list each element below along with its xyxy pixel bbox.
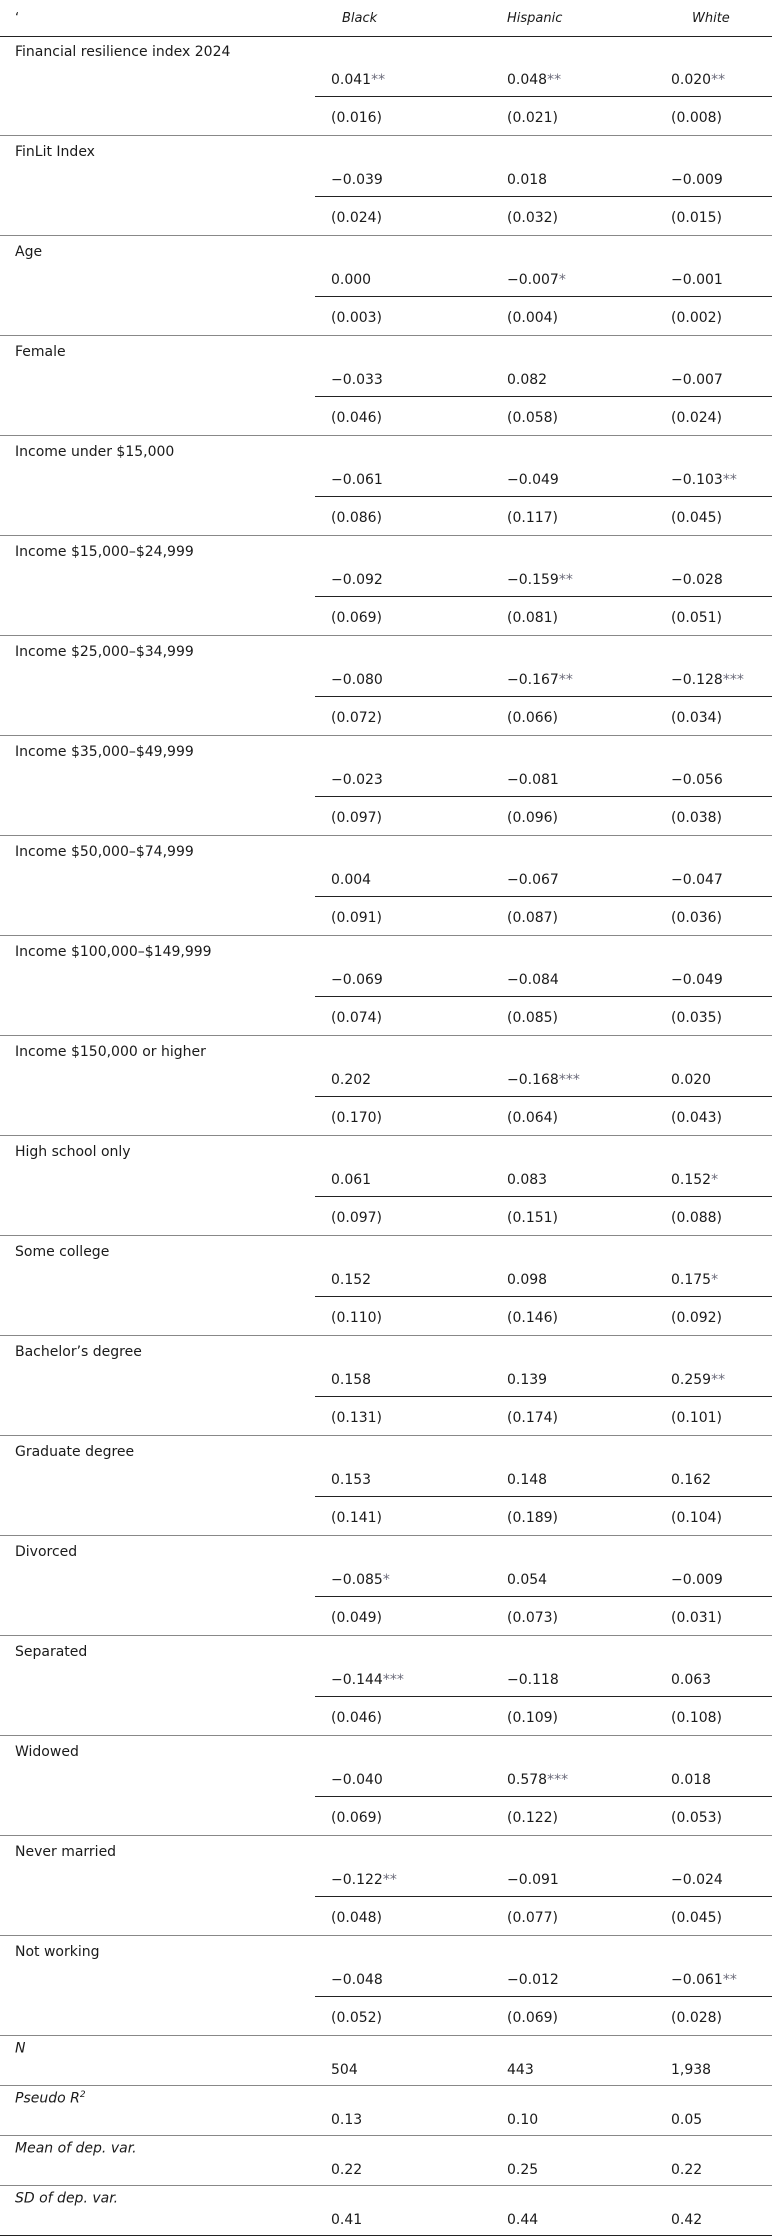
- coef-cell: [331, 872, 371, 888]
- se-value: (0.024): [671, 410, 723, 426]
- coef-value: 0.020: [671, 72, 712, 88]
- se-value: (0.097): [331, 810, 383, 826]
- row-divider: [315, 96, 772, 97]
- table-row: [0, 1936, 772, 2036]
- coef-cell: [331, 672, 383, 688]
- coef-value: 0.202: [331, 1072, 372, 1088]
- coef-value: −0.009: [671, 172, 723, 188]
- significance-stars: **: [711, 72, 726, 88]
- row-divider: [315, 1196, 772, 1197]
- coef-cell: [507, 872, 559, 888]
- se-value: (0.069): [331, 1810, 383, 1826]
- stat-label-text: Pseudo R: [15, 2090, 80, 2107]
- coef-cell: [507, 1472, 547, 1488]
- coef-cell: [331, 1072, 371, 1088]
- coef-cell: [331, 372, 383, 388]
- significance-stars: ***: [558, 1072, 580, 1088]
- coef-value: −0.009: [671, 1572, 723, 1588]
- coef-value: −0.092: [331, 572, 383, 588]
- coef-cell: [671, 1772, 711, 1788]
- coef-cell: [507, 672, 573, 688]
- coef-cell: [331, 472, 383, 488]
- coef-value: 0.578: [507, 1772, 548, 1788]
- se-value: (0.104): [671, 1510, 723, 1526]
- coef-value: −0.118: [507, 1672, 559, 1688]
- coef-value: −0.001: [671, 272, 723, 288]
- se-value: (0.064): [507, 1110, 559, 1126]
- coef-cell: [331, 1872, 397, 1888]
- se-value: (0.051): [671, 610, 723, 626]
- se-value: (0.174): [507, 1410, 559, 1426]
- coef-cell: [507, 372, 547, 388]
- stat-value: 0.10: [507, 2112, 539, 2128]
- row-label: Separated: [15, 1644, 88, 1660]
- coef-value: 0.061: [331, 1172, 372, 1188]
- coef-value: 0.259: [671, 1372, 712, 1388]
- significance-stars: **: [711, 1372, 726, 1388]
- coef-cell: [507, 972, 559, 988]
- significance-stars: *: [558, 272, 566, 288]
- significance-stars: *: [382, 1572, 390, 1588]
- se-value: (0.066): [507, 710, 559, 726]
- coef-cell: [671, 872, 723, 888]
- se-value: (0.069): [507, 2010, 559, 2026]
- row-divider: [315, 1596, 772, 1597]
- significance-stars: **: [371, 72, 386, 88]
- coef-value: −0.084: [507, 972, 559, 988]
- stat-value: 0.42: [671, 2212, 703, 2228]
- table-row: [0, 36, 772, 136]
- row-label: Income $15,000–$24,999: [15, 544, 194, 560]
- se-value: (0.087): [507, 910, 559, 926]
- stat-value: 0.05: [671, 2112, 703, 2128]
- row-label: Income $100,000–$149,999: [15, 944, 212, 960]
- significance-stars: **: [722, 472, 737, 488]
- coef-cell: [671, 1972, 737, 1988]
- se-value: (0.008): [671, 110, 723, 126]
- coef-cell: [331, 272, 371, 288]
- coef-cell: [671, 1472, 711, 1488]
- coef-value: −0.103: [671, 472, 723, 488]
- coef-value: −0.167: [507, 672, 559, 688]
- se-value: (0.117): [507, 510, 559, 526]
- row-divider: [315, 1696, 772, 1697]
- row-label: Income under $15,000: [15, 444, 175, 460]
- se-value: (0.048): [331, 1910, 383, 1926]
- coef-cell: [331, 1672, 404, 1688]
- coef-value: −0.091: [507, 1872, 559, 1888]
- row-label: High school only: [15, 1144, 131, 1160]
- significance-stars: ***: [547, 1772, 569, 1788]
- coef-cell: [331, 572, 383, 588]
- coef-value: −0.067: [507, 872, 559, 888]
- coef-value: 0.054: [507, 1572, 548, 1588]
- coef-cell: [507, 572, 573, 588]
- se-value: (0.045): [671, 1910, 723, 1926]
- table-row: [0, 136, 772, 236]
- coef-cell: [671, 1272, 718, 1288]
- stat-value: 0.41: [331, 2212, 363, 2228]
- se-value: (0.189): [507, 1510, 559, 1526]
- stat-label: [15, 2190, 118, 2207]
- table-row: [0, 1036, 772, 1136]
- coef-cell: [507, 1272, 547, 1288]
- se-value: (0.058): [507, 410, 559, 426]
- se-value: (0.015): [671, 210, 723, 226]
- coef-value: 0.048: [507, 72, 548, 88]
- se-value: (0.049): [331, 1610, 383, 1626]
- table-row: [0, 1236, 772, 1336]
- row-divider: [315, 396, 772, 397]
- coef-value: 0.152: [331, 1272, 372, 1288]
- row-label: Graduate degree: [15, 1444, 135, 1460]
- row-label: Age: [15, 244, 43, 260]
- coef-cell: [331, 172, 383, 188]
- row-label: Female: [15, 344, 66, 360]
- table-row: [0, 1136, 772, 1236]
- coef-value: −0.128: [671, 672, 723, 688]
- coef-cell: [507, 272, 566, 288]
- coef-cell: [671, 972, 723, 988]
- row-divider: [315, 296, 772, 297]
- coef-cell: [331, 1972, 383, 1988]
- table-row: [0, 736, 772, 836]
- coef-value: 0.020: [671, 1072, 712, 1088]
- coef-cell: [671, 172, 723, 188]
- se-value: (0.131): [331, 1410, 383, 1426]
- coef-cell: [507, 1872, 559, 1888]
- se-value: (0.003): [331, 310, 383, 326]
- coef-cell: [331, 72, 385, 88]
- stat-value: 0.44: [507, 2212, 539, 2228]
- se-value: (0.038): [671, 810, 723, 826]
- table-row: [0, 436, 772, 536]
- se-value: (0.088): [671, 1210, 723, 1226]
- stat-value: 443: [507, 2062, 534, 2078]
- coef-cell: [671, 1872, 723, 1888]
- se-value: (0.108): [671, 1710, 723, 1726]
- coef-cell: [331, 1272, 371, 1288]
- coef-cell: [507, 1772, 568, 1788]
- coef-value: −0.040: [331, 1772, 383, 1788]
- row-divider: [315, 896, 772, 897]
- coef-value: −0.007: [671, 372, 723, 388]
- se-value: (0.034): [671, 710, 723, 726]
- coef-cell: [331, 1372, 371, 1388]
- stat-label-text: SD of dep. var.: [15, 2190, 119, 2207]
- se-value: (0.101): [671, 1410, 723, 1426]
- table-row: [0, 1436, 772, 1536]
- stat-value: 0.25: [507, 2162, 539, 2178]
- se-value: (0.096): [507, 810, 559, 826]
- row-divider: [315, 496, 772, 497]
- coef-cell: [331, 972, 383, 988]
- se-value: (0.074): [331, 1010, 383, 1026]
- row-label: Never married: [15, 1844, 117, 1860]
- row-divider: [315, 996, 772, 997]
- se-value: (0.073): [507, 1610, 559, 1626]
- coef-value: −0.061: [671, 1972, 723, 1988]
- coef-value: −0.028: [671, 572, 723, 588]
- coef-cell: [507, 72, 561, 88]
- row-separator: [0, 2235, 772, 2236]
- row-divider: [315, 796, 772, 797]
- coef-value: −0.122: [331, 1872, 383, 1888]
- se-value: (0.046): [331, 410, 383, 426]
- coef-cell: [671, 572, 723, 588]
- row-label: Bachelor’s degree: [15, 1344, 142, 1360]
- coef-value: −0.039: [331, 172, 383, 188]
- coef-value: −0.144: [331, 1672, 383, 1688]
- se-value: (0.086): [331, 510, 383, 526]
- coef-cell: [671, 672, 744, 688]
- stat-label-superscript: 2: [79, 2090, 86, 2100]
- coef-value: −0.081: [507, 772, 559, 788]
- coef-value: −0.048: [331, 1972, 383, 1988]
- coef-value: 0.175: [671, 1272, 712, 1288]
- stat-value: 0.22: [331, 2162, 363, 2178]
- significance-stars: ***: [722, 672, 744, 688]
- coef-cell: [671, 272, 723, 288]
- header-hispanic: Hispanic: [507, 11, 563, 26]
- se-value: (0.091): [331, 910, 383, 926]
- coef-value: 0.000: [331, 272, 372, 288]
- significance-stars: *: [711, 1172, 719, 1188]
- coef-cell: [671, 1572, 723, 1588]
- se-value: (0.021): [507, 110, 559, 126]
- coef-value: −0.033: [331, 372, 383, 388]
- coef-value: −0.069: [331, 972, 383, 988]
- se-value: (0.146): [507, 1310, 559, 1326]
- se-value: (0.024): [331, 210, 383, 226]
- coef-value: −0.085: [331, 1572, 383, 1588]
- stat-label-text: Mean of dep. var.: [15, 2140, 137, 2157]
- coef-value: 0.162: [671, 1472, 712, 1488]
- coef-cell: [671, 772, 723, 788]
- coef-value: −0.061: [331, 472, 383, 488]
- se-value: (0.031): [671, 1610, 723, 1626]
- significance-stars: **: [547, 72, 562, 88]
- se-value: (0.122): [507, 1810, 559, 1826]
- stat-label: [15, 2090, 86, 2107]
- se-value: (0.109): [507, 1710, 559, 1726]
- coef-value: 0.148: [507, 1472, 548, 1488]
- row-label: Financial resilience index 2024: [15, 44, 231, 60]
- se-value: (0.085): [507, 1010, 559, 1026]
- coef-cell: [507, 472, 559, 488]
- table-row: [0, 636, 772, 736]
- significance-stars: **: [558, 672, 573, 688]
- se-value: (0.004): [507, 310, 559, 326]
- coef-value: 0.018: [507, 172, 548, 188]
- header-white: White: [692, 11, 730, 26]
- coef-cell: [331, 1572, 390, 1588]
- row-divider: [315, 1496, 772, 1497]
- row-label: Income $50,000–$74,999: [15, 844, 194, 860]
- coef-value: 0.158: [331, 1372, 372, 1388]
- coef-value: 0.153: [331, 1472, 372, 1488]
- stat-row: [0, 2036, 772, 2086]
- significance-stars: **: [382, 1872, 397, 1888]
- coef-value: 0.018: [671, 1772, 712, 1788]
- coef-cell: [671, 1672, 711, 1688]
- se-value: (0.081): [507, 610, 559, 626]
- se-value: (0.053): [671, 1810, 723, 1826]
- coef-value: 0.004: [331, 872, 372, 888]
- se-value: (0.141): [331, 1510, 383, 1526]
- coef-cell: [507, 772, 559, 788]
- coef-value: 0.098: [507, 1272, 548, 1288]
- coef-value: 0.082: [507, 372, 548, 388]
- coef-cell: [671, 372, 723, 388]
- coef-value: 0.083: [507, 1172, 548, 1188]
- se-value: (0.072): [331, 710, 383, 726]
- table-row: [0, 336, 772, 436]
- stat-row: [0, 2086, 772, 2136]
- row-label: Some college: [15, 1244, 110, 1260]
- significance-stars: **: [558, 572, 573, 588]
- row-divider: [315, 1396, 772, 1397]
- row-divider: [315, 196, 772, 197]
- coef-cell: [671, 72, 725, 88]
- row-divider: [315, 696, 772, 697]
- se-value: (0.028): [671, 2010, 723, 2026]
- coef-cell: [331, 1772, 383, 1788]
- stat-value: 0.13: [331, 2112, 363, 2128]
- coef-value: −0.047: [671, 872, 723, 888]
- row-divider: [315, 1296, 772, 1297]
- se-value: (0.097): [331, 1210, 383, 1226]
- row-divider: [315, 1996, 772, 1997]
- coef-value: −0.080: [331, 672, 383, 688]
- se-value: (0.110): [331, 1310, 383, 1326]
- coef-value: 0.152: [671, 1172, 712, 1188]
- se-value: (0.045): [671, 510, 723, 526]
- coef-value: −0.007: [507, 272, 559, 288]
- coef-cell: [507, 1372, 547, 1388]
- header-corner: ‘: [15, 11, 20, 26]
- stat-value: 1,938: [671, 2062, 712, 2078]
- coef-value: 0.063: [671, 1672, 712, 1688]
- significance-stars: *: [711, 1272, 719, 1288]
- se-value: (0.002): [671, 310, 723, 326]
- table-row: [0, 1536, 772, 1636]
- table-header: [0, 0, 772, 37]
- coef-cell: [671, 1372, 725, 1388]
- coef-cell: [507, 1672, 559, 1688]
- table-row: [0, 836, 772, 936]
- se-value: (0.035): [671, 1010, 723, 1026]
- row-label: Divorced: [15, 1544, 78, 1560]
- row-label: Widowed: [15, 1744, 79, 1760]
- se-value: (0.170): [331, 1110, 383, 1126]
- significance-stars: ***: [382, 1672, 404, 1688]
- row-label: Income $35,000–$49,999: [15, 744, 194, 760]
- row-label: Income $150,000 or higher: [15, 1044, 206, 1060]
- row-divider: [315, 1796, 772, 1797]
- stat-label-text: N: [15, 2040, 26, 2057]
- coef-value: −0.049: [671, 972, 723, 988]
- significance-stars: **: [722, 1972, 737, 1988]
- coef-value: 0.041: [331, 72, 372, 88]
- coef-cell: [331, 1172, 371, 1188]
- coef-cell: [507, 172, 547, 188]
- se-value: (0.046): [331, 1710, 383, 1726]
- row-divider: [315, 596, 772, 597]
- row-label: Income $25,000–$34,999: [15, 644, 194, 660]
- table-row: [0, 1336, 772, 1436]
- coef-cell: [507, 1072, 580, 1088]
- coef-value: −0.012: [507, 1972, 559, 1988]
- table-row: [0, 936, 772, 1036]
- coef-cell: [671, 1172, 718, 1188]
- coef-value: −0.049: [507, 472, 559, 488]
- row-label: FinLit Index: [15, 144, 95, 160]
- coef-cell: [671, 1072, 711, 1088]
- se-value: (0.016): [331, 110, 383, 126]
- coef-value: −0.024: [671, 1872, 723, 1888]
- table-row: [0, 536, 772, 636]
- coef-value: 0.139: [507, 1372, 548, 1388]
- se-value: (0.077): [507, 1910, 559, 1926]
- row-label: Not working: [15, 1944, 100, 1960]
- stat-label: [15, 2140, 137, 2157]
- stat-label: [15, 2040, 25, 2057]
- se-value: (0.043): [671, 1110, 723, 1126]
- coef-value: −0.023: [331, 772, 383, 788]
- coef-cell: [507, 1972, 559, 1988]
- table-row: [0, 1636, 772, 1736]
- stat-row: [0, 2186, 772, 2236]
- coef-cell: [507, 1172, 547, 1188]
- coef-cell: [331, 1472, 371, 1488]
- coef-cell: [671, 472, 737, 488]
- stat-row: [0, 2136, 772, 2186]
- table-row: [0, 236, 772, 336]
- coef-value: −0.168: [507, 1072, 559, 1088]
- se-value: (0.069): [331, 610, 383, 626]
- coef-value: −0.159: [507, 572, 559, 588]
- se-value: (0.052): [331, 2010, 383, 2026]
- stat-value: 0.22: [671, 2162, 703, 2178]
- se-value: (0.092): [671, 1310, 723, 1326]
- header-black: Black: [342, 11, 378, 26]
- se-value: (0.151): [507, 1210, 559, 1226]
- coef-value: −0.056: [671, 772, 723, 788]
- row-divider: [315, 1096, 772, 1097]
- se-value: (0.036): [671, 910, 723, 926]
- table-row: [0, 1836, 772, 1936]
- table-row: [0, 1736, 772, 1836]
- coef-cell: [331, 772, 383, 788]
- coef-cell: [507, 1572, 547, 1588]
- row-divider: [315, 1896, 772, 1897]
- se-value: (0.032): [507, 210, 559, 226]
- stat-value: 504: [331, 2062, 358, 2078]
